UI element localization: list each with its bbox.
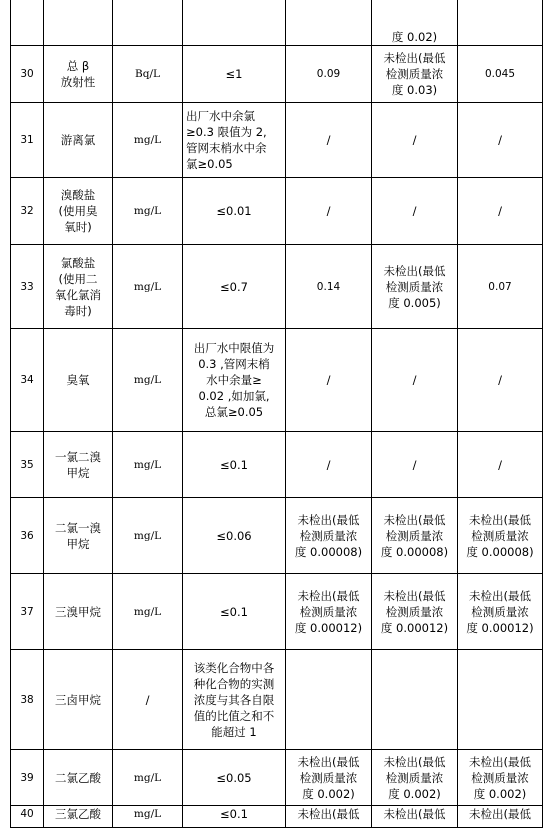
item-name: 三卤甲烷 bbox=[44, 650, 113, 750]
result-3: 未检出(最低 bbox=[458, 806, 543, 828]
row-number: 38 bbox=[11, 650, 44, 750]
result-1: 0.09 bbox=[286, 46, 372, 103]
item-name: 一氯二溴 甲烷 bbox=[44, 432, 113, 498]
limit-value: ≤0.1 bbox=[183, 574, 286, 650]
result-1: / bbox=[286, 103, 372, 178]
row-number: 34 bbox=[11, 329, 44, 432]
result-2: / bbox=[372, 103, 458, 178]
result-1: / bbox=[286, 329, 372, 432]
table-row bbox=[11, 498, 543, 574]
table-row bbox=[11, 46, 543, 103]
limit-value: ≤0.05 bbox=[183, 750, 286, 806]
row-number: 36 bbox=[11, 498, 44, 574]
water-quality-table bbox=[10, 0, 543, 828]
result-2: 度 0.02) bbox=[372, 0, 458, 46]
row-number: 37 bbox=[11, 574, 44, 650]
result-3: 未检出(最低 检测质量浓 度 0.00008) bbox=[458, 498, 543, 574]
unit: mg/L bbox=[113, 432, 183, 498]
result-1: 未检出(最低 检测质量浓 度 0.00012) bbox=[286, 574, 372, 650]
unit: mg/L bbox=[113, 245, 183, 329]
result-3: 0.07 bbox=[458, 245, 543, 329]
item-name: 溴酸盐 (使用臭 氧时) bbox=[44, 178, 113, 245]
result-3: / bbox=[458, 178, 543, 245]
result-1 bbox=[286, 650, 372, 750]
limit-value: ≤0.1 bbox=[183, 806, 286, 828]
unit: mg/L bbox=[113, 750, 183, 806]
limit-value: ≤0.7 bbox=[183, 245, 286, 329]
item-name: 臭氧 bbox=[44, 329, 113, 432]
unit: mg/L bbox=[113, 806, 183, 828]
unit: mg/L bbox=[113, 329, 183, 432]
limit-value bbox=[183, 0, 286, 46]
table-row bbox=[11, 329, 543, 432]
table-row bbox=[11, 806, 543, 828]
result-3: / bbox=[458, 329, 543, 432]
result-2: 未检出(最低 检测质量浓 度 0.005) bbox=[372, 245, 458, 329]
result-3: 0.045 bbox=[458, 46, 543, 103]
limit-value: 出厂水中余氯 ≥0.3 限值为 2, 管网末梢水中余 氯≥0.05 bbox=[183, 103, 286, 178]
result-1: 未检出(最低 检测质量浓 度 0.00008) bbox=[286, 498, 372, 574]
table-row bbox=[11, 432, 543, 498]
result-2: 未检出(最低 检测质量浓 度 0.00012) bbox=[372, 574, 458, 650]
unit: mg/L bbox=[113, 178, 183, 245]
result-2: / bbox=[372, 432, 458, 498]
unit bbox=[113, 0, 183, 46]
result-3 bbox=[458, 0, 543, 46]
result-2 bbox=[372, 650, 458, 750]
table-row bbox=[11, 650, 543, 750]
item-name: 总 β 放射性 bbox=[44, 46, 113, 103]
result-3: 未检出(最低 检测质量浓 度 0.00012) bbox=[458, 574, 543, 650]
item-name: 二氯一溴 甲烷 bbox=[44, 498, 113, 574]
item-name: 游离氯 bbox=[44, 103, 113, 178]
table-row bbox=[11, 750, 543, 806]
result-1 bbox=[286, 0, 372, 46]
result-1: / bbox=[286, 432, 372, 498]
row-number: 30 bbox=[11, 46, 44, 103]
result-3 bbox=[458, 650, 543, 750]
unit: mg/L bbox=[113, 498, 183, 574]
limit-value: 出厂水中限值为 0.3 ,管网末梢 水中余量≥ 0.02 ,如加氯, 总氯≥0.05 bbox=[183, 329, 286, 432]
result-2: / bbox=[372, 329, 458, 432]
row-number bbox=[11, 0, 44, 46]
limit-value: 该类化合物中各 种化合物的实测 浓度与其各自限 值的比值之和不 能超过 1 bbox=[183, 650, 286, 750]
result-1: 未检出(最低 检测质量浓 度 0.002) bbox=[286, 750, 372, 806]
row-number: 31 bbox=[11, 103, 44, 178]
row-number: 39 bbox=[11, 750, 44, 806]
result-2: 未检出(最低 检测质量浓 度 0.002) bbox=[372, 750, 458, 806]
result-1: / bbox=[286, 178, 372, 245]
result-1: 未检出(最低 bbox=[286, 806, 372, 828]
table-row bbox=[11, 574, 543, 650]
table-row bbox=[11, 245, 543, 329]
result-1: 0.14 bbox=[286, 245, 372, 329]
row-number: 33 bbox=[11, 245, 44, 329]
unit: / bbox=[113, 650, 183, 750]
row-number: 35 bbox=[11, 432, 44, 498]
result-2: 未检出(最低 bbox=[372, 806, 458, 828]
row-number: 40 bbox=[11, 806, 44, 828]
unit: Bq/L bbox=[113, 46, 183, 103]
result-2: 未检出(最低 检测质量浓 度 0.00008) bbox=[372, 498, 458, 574]
item-name: 氯酸盐 (使用二 氧化氯消 毒时) bbox=[44, 245, 113, 329]
result-3: / bbox=[458, 103, 543, 178]
result-2: 未检出(最低 检测质量浓 度 0.03) bbox=[372, 46, 458, 103]
limit-value: ≤0.1 bbox=[183, 432, 286, 498]
limit-value: ≤0.01 bbox=[183, 178, 286, 245]
item-name: 三溴甲烷 bbox=[44, 574, 113, 650]
item-name bbox=[44, 0, 113, 46]
table-row bbox=[11, 0, 543, 46]
result-2: / bbox=[372, 178, 458, 245]
result-3: / bbox=[458, 432, 543, 498]
table-row bbox=[11, 178, 543, 245]
row-number: 32 bbox=[11, 178, 44, 245]
result-3: 未检出(最低 检测质量浓 度 0.002) bbox=[458, 750, 543, 806]
item-name: 三氯乙酸 bbox=[44, 806, 113, 828]
unit: mg/L bbox=[113, 574, 183, 650]
item-name: 二氯乙酸 bbox=[44, 750, 113, 806]
table-row bbox=[11, 103, 543, 178]
limit-value: ≤1 bbox=[183, 46, 286, 103]
unit: mg/L bbox=[113, 103, 183, 178]
limit-value: ≤0.06 bbox=[183, 498, 286, 574]
